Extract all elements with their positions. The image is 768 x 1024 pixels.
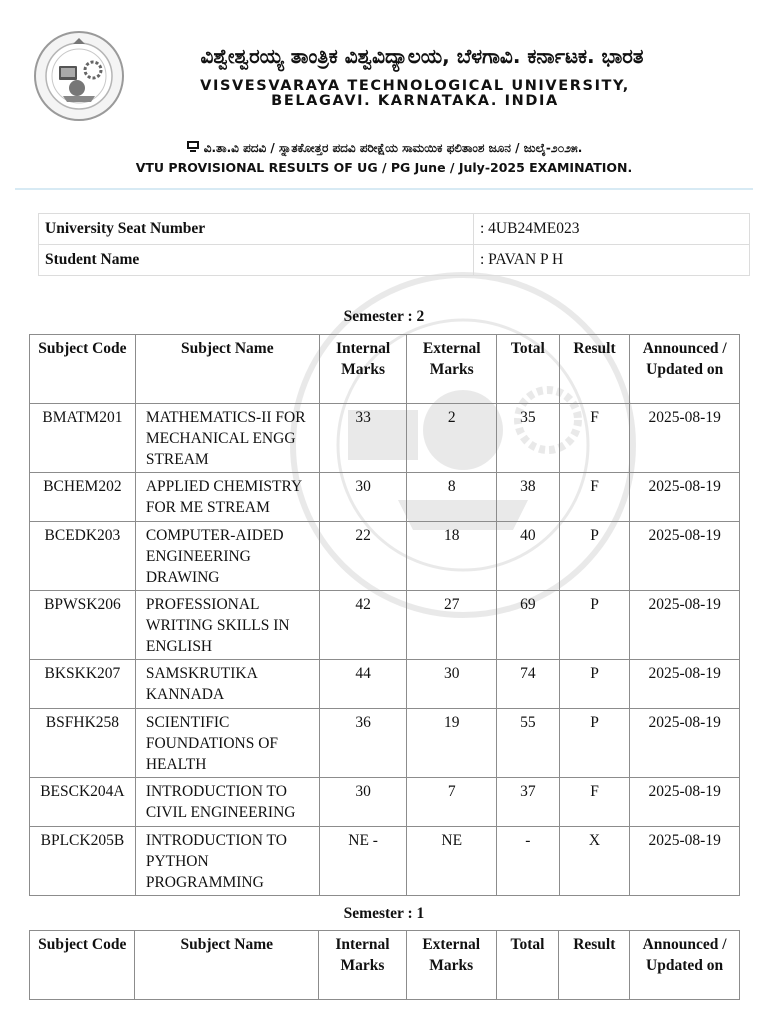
column-header-total: Total <box>496 931 559 1000</box>
semester-1-title: Semester : 1 <box>343 905 425 922</box>
total-marks-cell: 37 <box>497 778 560 827</box>
column-header-result: Result <box>559 931 630 1000</box>
result-cell: P <box>559 709 630 778</box>
internal-marks-cell: NE - <box>319 827 407 896</box>
table-row <box>30 591 740 660</box>
result-cell: P <box>559 660 630 709</box>
column-header-external-marks: External Marks <box>406 931 496 1000</box>
results-subtitle-english: VTU PROVISIONAL RESULTS OF UG / PG June / July-2025 EXAMINATION. <box>135 160 633 175</box>
subject-name-cell: PROFESSIONAL WRITING SKILLS IN ENGLISH <box>135 591 319 660</box>
column-header-external-marks: External Marks <box>407 335 497 404</box>
university-name-english-line1: VISVESVARAYA TECHNOLOGICAL UNIVERSITY, <box>200 78 630 94</box>
subject-name-cell: INTRODUCTION TO CIVIL ENGINEERING <box>135 778 319 827</box>
column-header-internal-marks: Internal Marks <box>319 335 407 404</box>
column-header-internal-marks: Internal Marks <box>319 931 407 1000</box>
column-header-subject-name: Subject Name <box>135 335 319 404</box>
computer-icon <box>186 140 200 153</box>
semester-2-results-table <box>29 334 740 896</box>
header-divider <box>15 188 753 190</box>
column-header-subject-code: Subject Code <box>30 335 136 404</box>
result-cell: F <box>559 404 630 473</box>
subject-code-cell: BCHEM202 <box>30 473 136 522</box>
announced-date-cell: 2025-08-19 <box>630 709 740 778</box>
column-header-result: Result <box>559 335 630 404</box>
result-cell: F <box>559 473 630 522</box>
announced-date-cell: 2025-08-19 <box>630 404 740 473</box>
seat-number-value: : 4UB24ME023 <box>474 214 750 245</box>
column-header-announced-on: Announced / Updated on <box>630 335 740 404</box>
external-marks-cell: 19 <box>407 709 497 778</box>
table-row <box>30 473 740 522</box>
total-marks-cell: 55 <box>497 709 560 778</box>
subject-code-cell: BESCK204A <box>30 778 136 827</box>
announced-date-cell: 2025-08-19 <box>630 473 740 522</box>
announced-date-cell: 2025-08-19 <box>630 591 740 660</box>
internal-marks-cell: 30 <box>319 778 407 827</box>
internal-marks-cell: 36 <box>319 709 407 778</box>
total-marks-cell: 74 <box>497 660 560 709</box>
external-marks-cell: 27 <box>407 591 497 660</box>
announced-date-cell: 2025-08-19 <box>630 778 740 827</box>
table-row <box>30 404 740 473</box>
result-cell: P <box>559 522 630 591</box>
column-header-announced-on: Announced / Updated on <box>630 931 740 1000</box>
university-name-kannada: ವಿಶ್ವೇಶ್ವರಯ್ಯ ತಾಂತ್ರಿಕ ವಿಶ್ವವಿದ್ಯಾಲಯ, ಬೆಳಗಾವಿ. ಕರ್ನಾಟಕ. ಭಾರತ <box>200 44 644 68</box>
subject-name-cell: COMPUTER-AIDED ENGINEERING DRAWING <box>135 522 319 591</box>
internal-marks-cell: 22 <box>319 522 407 591</box>
university-logo <box>33 30 125 122</box>
table-header-row <box>30 335 740 404</box>
subject-name-cell: APPLIED CHEMISTRY FOR ME STREAM <box>135 473 319 522</box>
subject-code-cell: BPWSK206 <box>30 591 136 660</box>
table-row <box>30 778 740 827</box>
column-header-total: Total <box>497 335 560 404</box>
subject-name-cell: SCIENTIFIC FOUNDATIONS OF HEALTH <box>135 709 319 778</box>
announced-date-cell: 2025-08-19 <box>630 522 740 591</box>
external-marks-cell: 2 <box>407 404 497 473</box>
subject-code-cell: BSFHK258 <box>30 709 136 778</box>
subject-name-cell: INTRODUCTION TO PYTHON PROGRAMMING <box>135 827 319 896</box>
subject-code-cell: BCEDK203 <box>30 522 136 591</box>
semester-2-title: Semester : 2 <box>343 308 425 325</box>
table-row <box>30 709 740 778</box>
table-row <box>30 660 740 709</box>
total-marks-cell: 69 <box>497 591 560 660</box>
university-name-english-line2: BELAGAVI. KARNATAKA. INDIA <box>271 93 559 109</box>
subject-code-cell: BKSKK207 <box>30 660 136 709</box>
column-header-subject-name: Subject Name <box>135 931 319 1000</box>
subject-name-cell: MATHEMATICS-II FOR MECHANICAL ENGG STREAM <box>135 404 319 473</box>
student-info-table <box>38 213 750 276</box>
subject-code-cell: BMATM201 <box>30 404 136 473</box>
semester-2-table-body <box>30 404 740 896</box>
total-marks-cell: 35 <box>497 404 560 473</box>
result-cell: F <box>559 778 630 827</box>
subtitle-kannada-text: ವಿ.ತಾ.ವಿ ಪದವಿ / ಸ್ನಾತಕೋತ್ತರ ಪದವಿ ಪರೀಕ್ಷೆಯ ಸಾಮಯಿಕ ಫಲಿತಾಂಶ ಜೂನ / ಜುಲೈ-೨೦೨೫. <box>203 141 583 155</box>
subject-code-cell: BPLCK205B <box>30 827 136 896</box>
result-cell: X <box>559 827 630 896</box>
semester-1-results-table <box>29 930 740 1000</box>
column-header-subject-code: Subject Code <box>30 931 135 1000</box>
seat-number-label: University Seat Number <box>39 214 474 245</box>
external-marks-cell: NE <box>407 827 497 896</box>
internal-marks-cell: 33 <box>319 404 407 473</box>
total-marks-cell: - <box>497 827 560 896</box>
table-header-row <box>30 931 740 1000</box>
table-row <box>30 827 740 896</box>
subject-name-cell: SAMSKRUTIKA KANNADA <box>135 660 319 709</box>
internal-marks-cell: 44 <box>319 660 407 709</box>
seat-number-row <box>39 214 750 245</box>
total-marks-cell: 38 <box>497 473 560 522</box>
result-cell: P <box>559 591 630 660</box>
external-marks-cell: 30 <box>407 660 497 709</box>
total-marks-cell: 40 <box>497 522 560 591</box>
student-name-label: Student Name <box>39 245 474 276</box>
table-row <box>30 522 740 591</box>
page-header <box>0 0 768 190</box>
external-marks-cell: 7 <box>407 778 497 827</box>
announced-date-cell: 2025-08-19 <box>630 827 740 896</box>
external-marks-cell: 18 <box>407 522 497 591</box>
results-subtitle-kannada <box>0 140 768 156</box>
internal-marks-cell: 42 <box>319 591 407 660</box>
student-name-value: : PAVAN P H <box>474 245 750 276</box>
external-marks-cell: 8 <box>407 473 497 522</box>
announced-date-cell: 2025-08-19 <box>630 660 740 709</box>
internal-marks-cell: 30 <box>319 473 407 522</box>
student-name-row <box>39 245 750 276</box>
